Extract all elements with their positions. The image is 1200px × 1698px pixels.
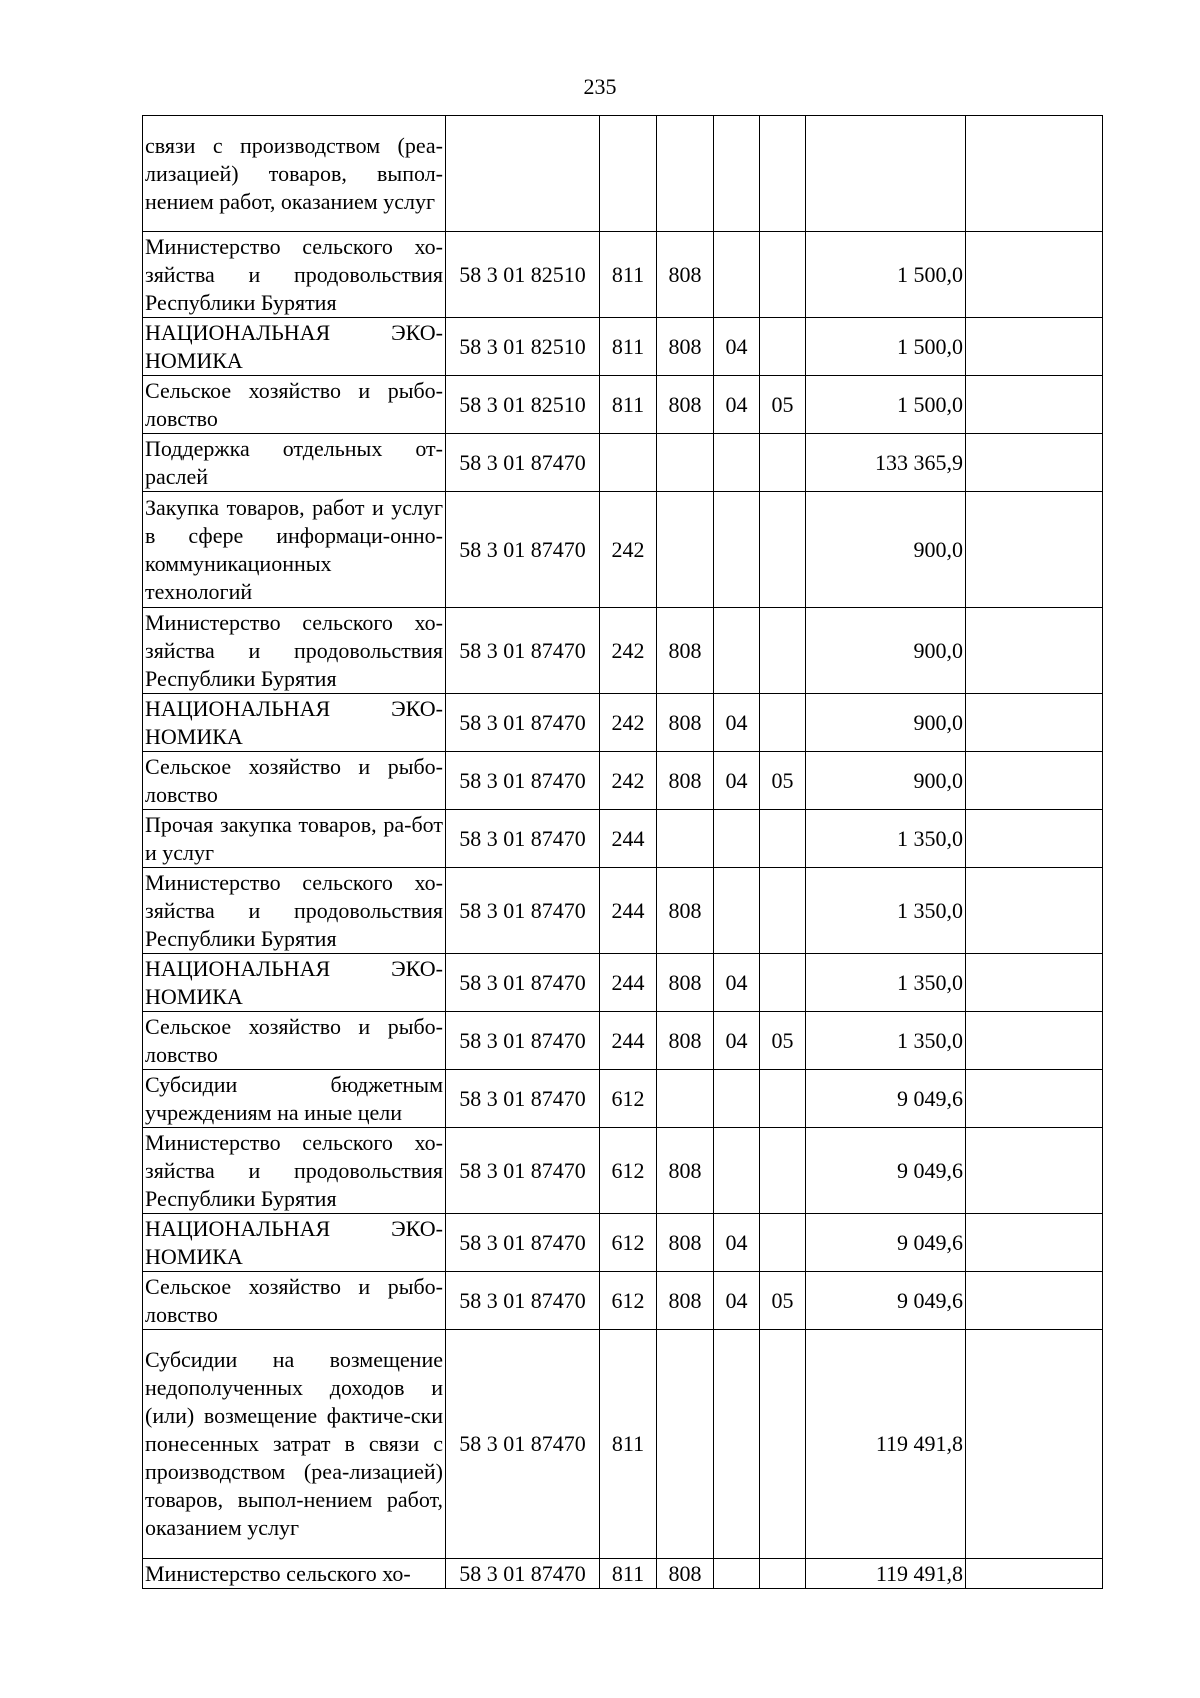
empty-cell	[966, 810, 1103, 868]
ministry-code-cell: 808	[657, 752, 714, 810]
subsection-cell	[760, 318, 806, 376]
target-article-cell: 58 3 01 87470	[446, 694, 600, 752]
amount-cell: 119 491,8	[806, 1559, 966, 1589]
row-name-cell: НАЦИОНАЛЬНАЯ ЭКО-НОМИКА	[143, 1214, 446, 1272]
ministry-code-cell: 808	[657, 1128, 714, 1214]
table-row	[143, 1330, 1103, 1559]
table-row	[143, 868, 1103, 954]
empty-cell	[966, 434, 1103, 492]
section-cell	[714, 810, 760, 868]
subsection-cell	[760, 1128, 806, 1214]
expense-type-cell: 612	[600, 1070, 657, 1128]
subsection-cell: 05	[760, 1012, 806, 1070]
amount-cell: 1 350,0	[806, 1012, 966, 1070]
row-name-cell: Министерство сельского хо-зяйства и продовольствия Республики Бурятия	[143, 1128, 446, 1214]
amount-cell	[806, 116, 966, 232]
target-article-cell: 58 3 01 87470	[446, 868, 600, 954]
amount-cell: 9 049,6	[806, 1128, 966, 1214]
section-cell: 04	[714, 1214, 760, 1272]
target-article-cell: 58 3 01 87470	[446, 492, 600, 608]
section-cell: 04	[714, 954, 760, 1012]
subsection-cell	[760, 694, 806, 752]
empty-cell	[966, 1128, 1103, 1214]
target-article-cell: 58 3 01 87470	[446, 752, 600, 810]
amount-cell: 119 491,8	[806, 1330, 966, 1559]
amount-cell: 1 500,0	[806, 318, 966, 376]
empty-cell	[966, 1559, 1103, 1589]
subsection-cell	[760, 1559, 806, 1589]
section-cell: 04	[714, 1272, 760, 1330]
table-row	[143, 1012, 1103, 1070]
table-row	[143, 752, 1103, 810]
ministry-code-cell: 808	[657, 1214, 714, 1272]
table-row	[143, 694, 1103, 752]
subsection-cell	[760, 954, 806, 1012]
row-name-cell: Прочая закупка товаров, ра-бот и услуг	[143, 810, 446, 868]
amount-cell: 1 500,0	[806, 232, 966, 318]
table-row	[143, 1559, 1103, 1589]
budget-table	[142, 115, 1103, 1589]
empty-cell	[966, 1272, 1103, 1330]
empty-cell	[966, 376, 1103, 434]
section-cell: 04	[714, 694, 760, 752]
amount-cell: 9 049,6	[806, 1214, 966, 1272]
table-row	[143, 1128, 1103, 1214]
amount-cell: 900,0	[806, 608, 966, 694]
section-cell	[714, 1128, 760, 1214]
amount-cell: 1 500,0	[806, 376, 966, 434]
expense-type-cell: 811	[600, 318, 657, 376]
subsection-cell	[760, 1214, 806, 1272]
ministry-code-cell	[657, 116, 714, 232]
empty-cell	[966, 608, 1103, 694]
row-name-cell: НАЦИОНАЛЬНАЯ ЭКО-НОМИКА	[143, 694, 446, 752]
subsection-cell: 05	[760, 752, 806, 810]
target-article-cell: 58 3 01 87470	[446, 1070, 600, 1128]
section-cell: 04	[714, 318, 760, 376]
ministry-code-cell: 808	[657, 1272, 714, 1330]
target-article-cell: 58 3 01 87470	[446, 1128, 600, 1214]
row-name-cell: Сельское хозяйство и рыбо-ловство	[143, 1012, 446, 1070]
row-name-cell: Сельское хозяйство и рыбо-ловство	[143, 1272, 446, 1330]
table-row	[143, 1214, 1103, 1272]
table-row	[143, 954, 1103, 1012]
empty-cell	[966, 1070, 1103, 1128]
row-name-cell: Министерство сельского хо-зяйства и продовольствия Республики Бурятия	[143, 232, 446, 318]
subsection-cell	[760, 868, 806, 954]
target-article-cell: 58 3 01 87470	[446, 1012, 600, 1070]
expense-type-cell: 811	[600, 1559, 657, 1589]
subsection-cell	[760, 434, 806, 492]
expense-type-cell: 242	[600, 752, 657, 810]
amount-cell: 9 049,6	[806, 1272, 966, 1330]
section-cell	[714, 434, 760, 492]
subsection-cell	[760, 492, 806, 608]
empty-cell	[966, 492, 1103, 608]
subsection-cell: 05	[760, 376, 806, 434]
table-row	[143, 1272, 1103, 1330]
row-name-cell: НАЦИОНАЛЬНАЯ ЭКО-НОМИКА	[143, 954, 446, 1012]
section-cell: 04	[714, 1012, 760, 1070]
table-body	[143, 116, 1103, 1589]
section-cell	[714, 492, 760, 608]
amount-cell: 900,0	[806, 492, 966, 608]
expense-type-cell: 612	[600, 1128, 657, 1214]
row-name-cell: Сельское хозяйство и рыбо-ловство	[143, 752, 446, 810]
expense-type-cell: 242	[600, 608, 657, 694]
section-cell	[714, 868, 760, 954]
section-cell	[714, 116, 760, 232]
amount-cell: 9 049,6	[806, 1070, 966, 1128]
table-row	[143, 608, 1103, 694]
section-cell	[714, 1559, 760, 1589]
row-name-cell: Субсидии бюджетным учреждениям на иные цели	[143, 1070, 446, 1128]
empty-cell	[966, 1214, 1103, 1272]
empty-cell	[966, 1012, 1103, 1070]
table-row	[143, 318, 1103, 376]
target-article-cell: 58 3 01 87470	[446, 1214, 600, 1272]
target-article-cell: 58 3 01 82510	[446, 376, 600, 434]
row-name-cell: Сельское хозяйство и рыбо-ловство	[143, 376, 446, 434]
target-article-cell: 58 3 01 87470	[446, 810, 600, 868]
amount-cell: 1 350,0	[806, 810, 966, 868]
empty-cell	[966, 318, 1103, 376]
subsection-cell	[760, 1070, 806, 1128]
expense-type-cell: 244	[600, 868, 657, 954]
target-article-cell: 58 3 01 87470	[446, 1559, 600, 1589]
expense-type-cell: 242	[600, 694, 657, 752]
empty-cell	[966, 868, 1103, 954]
table-row	[143, 492, 1103, 608]
table-row	[143, 232, 1103, 318]
subsection-cell	[760, 608, 806, 694]
target-article-cell: 58 3 01 82510	[446, 318, 600, 376]
row-name-cell: Министерство сельского хо-	[143, 1559, 446, 1589]
row-name-cell: НАЦИОНАЛЬНАЯ ЭКО-НОМИКА	[143, 318, 446, 376]
ministry-code-cell: 808	[657, 1012, 714, 1070]
ministry-code-cell	[657, 810, 714, 868]
empty-cell	[966, 954, 1103, 1012]
expense-type-cell: 244	[600, 1012, 657, 1070]
empty-cell	[966, 752, 1103, 810]
ministry-code-cell: 808	[657, 232, 714, 318]
expense-type-cell	[600, 116, 657, 232]
target-article-cell: 58 3 01 87470	[446, 434, 600, 492]
ministry-code-cell: 808	[657, 1559, 714, 1589]
subsection-cell	[760, 232, 806, 318]
empty-cell	[966, 1330, 1103, 1559]
row-name-cell: Поддержка отдельных от-раслей	[143, 434, 446, 492]
expense-type-cell	[600, 434, 657, 492]
row-name-cell: Министерство сельского хо-зяйства и продовольствия Республики Бурятия	[143, 608, 446, 694]
expense-type-cell: 811	[600, 1330, 657, 1559]
ministry-code-cell: 808	[657, 318, 714, 376]
target-article-cell: 58 3 01 87470	[446, 608, 600, 694]
target-article-cell: 58 3 01 87470	[446, 1272, 600, 1330]
section-cell	[714, 1070, 760, 1128]
table-row	[143, 376, 1103, 434]
amount-cell: 1 350,0	[806, 954, 966, 1012]
section-cell	[714, 1330, 760, 1559]
empty-cell	[966, 116, 1103, 232]
ministry-code-cell: 808	[657, 954, 714, 1012]
empty-cell	[966, 694, 1103, 752]
subsection-cell: 05	[760, 1272, 806, 1330]
ministry-code-cell	[657, 492, 714, 608]
amount-cell: 133 365,9	[806, 434, 966, 492]
row-name-cell: Министерство сельского хо-зяйства и продовольствия Республики Бурятия	[143, 868, 446, 954]
target-article-cell: 58 3 01 87470	[446, 1330, 600, 1559]
section-cell	[714, 232, 760, 318]
target-article-cell: 58 3 01 82510	[446, 232, 600, 318]
amount-cell: 900,0	[806, 752, 966, 810]
ministry-code-cell	[657, 434, 714, 492]
expense-type-cell: 244	[600, 954, 657, 1012]
expense-type-cell: 244	[600, 810, 657, 868]
table-row	[143, 116, 1103, 232]
row-name-cell: Закупка товаров, работ и услуг в сфере информаци-онно-коммуникационных технологий	[143, 492, 446, 608]
ministry-code-cell: 808	[657, 694, 714, 752]
section-cell	[714, 608, 760, 694]
target-article-cell: 58 3 01 87470	[446, 954, 600, 1012]
amount-cell: 1 350,0	[806, 868, 966, 954]
ministry-code-cell: 808	[657, 376, 714, 434]
expense-type-cell: 811	[600, 232, 657, 318]
row-name-cell: связи с производством (реа-лизацией) товаров, выпол-нением работ, оказанием услуг	[143, 116, 446, 232]
section-cell: 04	[714, 752, 760, 810]
ministry-code-cell	[657, 1070, 714, 1128]
row-name-cell: Субсидии на возмещение недополученных доходов и (или) возмещение фактиче-ски понесенных затрат в связи с производством (реа-лизацией) товаров, выпол-нением работ, оказанием услуг	[143, 1330, 446, 1559]
target-article-cell	[446, 116, 600, 232]
section-cell: 04	[714, 376, 760, 434]
table-row	[143, 1070, 1103, 1128]
subsection-cell	[760, 1330, 806, 1559]
ministry-code-cell	[657, 1330, 714, 1559]
table-row	[143, 810, 1103, 868]
ministry-code-cell: 808	[657, 608, 714, 694]
subsection-cell	[760, 116, 806, 232]
ministry-code-cell: 808	[657, 868, 714, 954]
expense-type-cell: 242	[600, 492, 657, 608]
expense-type-cell: 612	[600, 1272, 657, 1330]
table-row	[143, 434, 1103, 492]
page-number: 235	[583, 74, 617, 99]
subsection-cell	[760, 810, 806, 868]
expense-type-cell: 811	[600, 376, 657, 434]
amount-cell: 900,0	[806, 694, 966, 752]
empty-cell	[966, 232, 1103, 318]
expense-type-cell: 612	[600, 1214, 657, 1272]
